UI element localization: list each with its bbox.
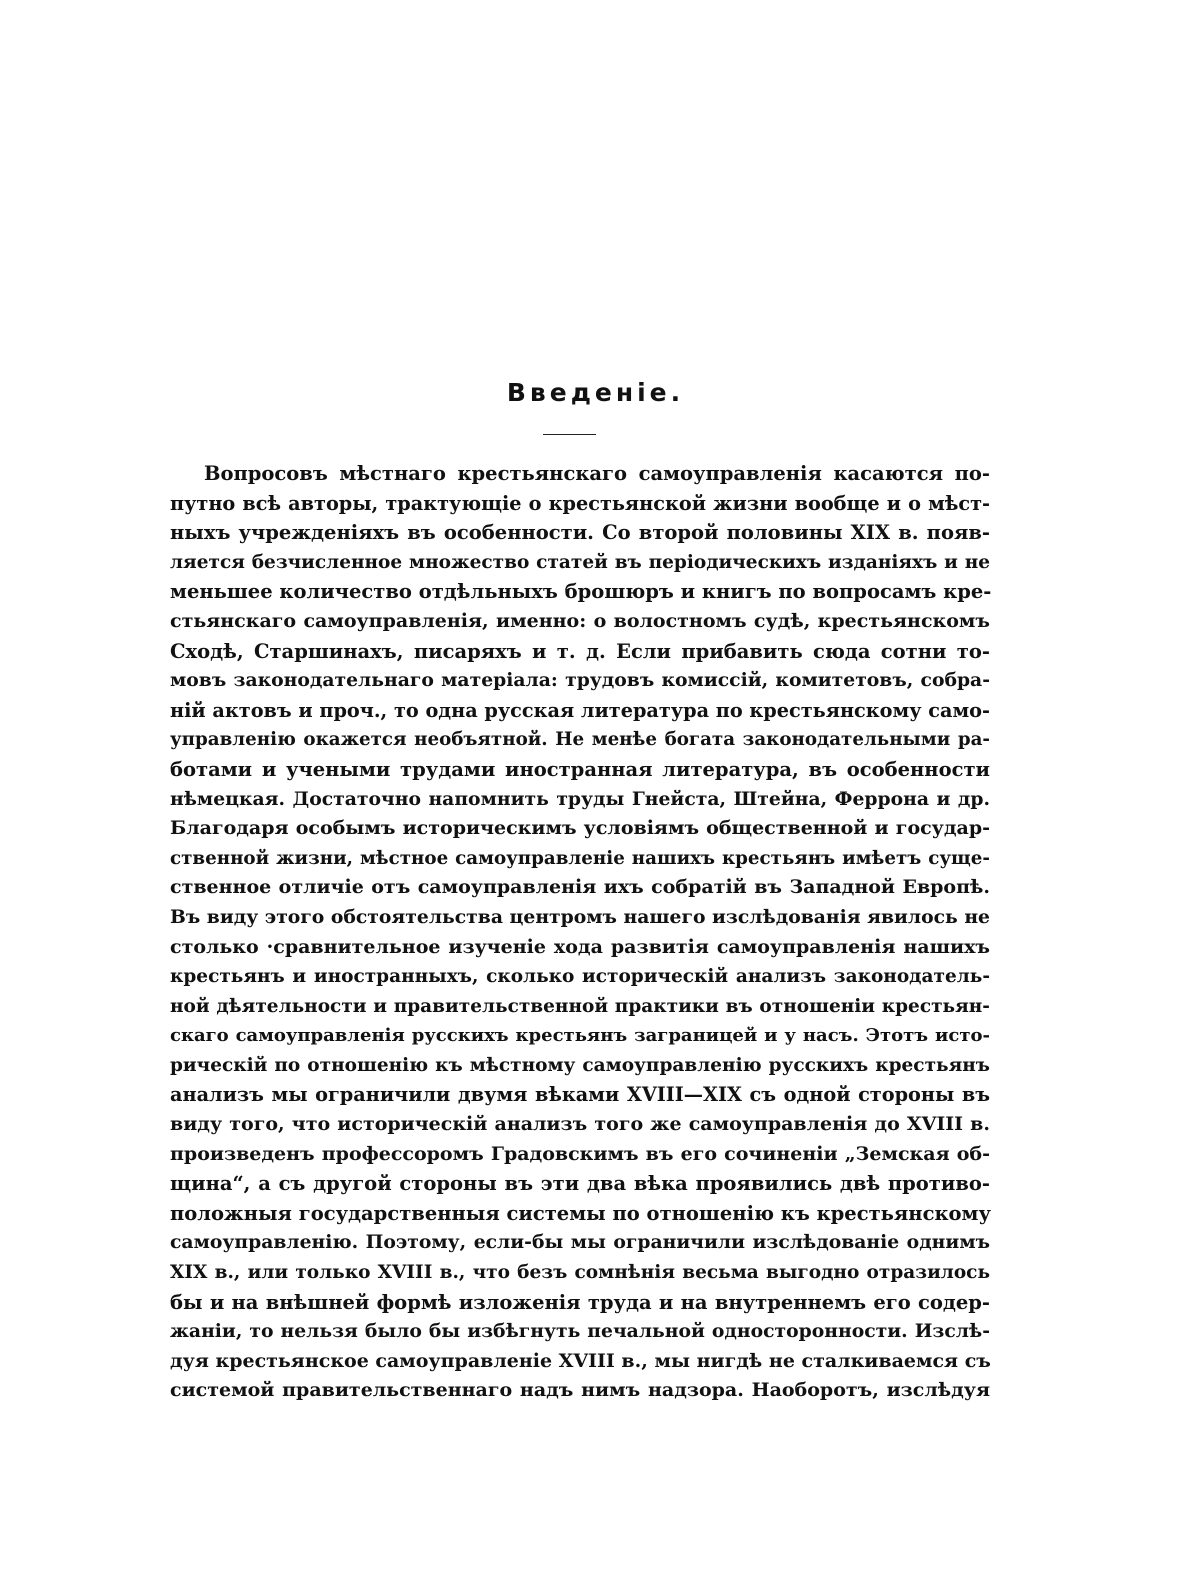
text-line: крестьянъ и иностранныхъ, сколько историческій анализъ законодатель- (170, 966, 990, 988)
text-line: мовъ законодательнаго матеріала: трудовъ комиссій, комитетовъ, собра- (170, 669, 990, 692)
text-line: меньшее количество отдѣльныхъ брошюръ и книгъ по вопросамъ кре- (170, 580, 992, 604)
text-line: анализъ мы ограничили двумя вѣками XVIII—XIX съ одной стороны въ (170, 1083, 990, 1107)
text-line: щина“, а съ другой стороны въ эти два вѣка проявились двѣ противо- (170, 1172, 990, 1196)
text-line: дуя крестьянское самоуправленіе XVIII в., мы нигдѣ не сталкиваемся съ (170, 1349, 991, 1372)
text-line: самоуправленію. Поэтому, если-бы мы ограничили изслѣдованіе однимъ (170, 1231, 990, 1254)
text-line: бы и на внѣшней формѣ изложенія труда и на внутреннемъ его содер- (170, 1290, 990, 1314)
text-line: рическій по отношенію къ мѣстному самоуправленію русскихъ крестьянъ (170, 1054, 990, 1076)
text-line: ботами и учеными трудами иностранная литература, въ особенности (170, 757, 990, 781)
text-line: Въ виду этого обстоятельства центромъ нашего изслѣдованія явилось не (170, 905, 990, 928)
text-line: положныя государственныя системы по отношенію къ крестьянскому (170, 1201, 991, 1225)
text-line: ной дѣятельности и правительственной практики въ отношеніи крестьян- (170, 995, 990, 1017)
text-line: скаго самоуправленія русскихъ крестьянъ заграницей и у насъ. Этотъ исто- (170, 1025, 990, 1047)
text-line: Сходѣ, Старшинахъ, писаряхъ и т. д. Если прибавить сюда сотни то- (170, 639, 990, 663)
text-line: ній актовъ и проч., то одна русская литература по крестьянскому само- (170, 698, 990, 722)
text-line: XIX в., или только XVIII в., что безъ сомнѣнія весьма выгодно отразилось (170, 1262, 990, 1284)
text-line: ляется безчисленное множество статей въ періодическихъ изданіяхъ и не (170, 551, 990, 573)
heading-divider (543, 434, 596, 435)
text-line: ственное отличіе отъ самоуправленія ихъ собратій въ Западной Европѣ. (170, 876, 990, 899)
body-paragraph (170, 459, 990, 1406)
text-line: путно всѣ авторы, трактующіе о крестьянской жизни вообще и о мѣст- (170, 491, 990, 515)
text-line: виду того, что историческій анализъ того же самоуправленія до XVIII в. (170, 1113, 990, 1136)
text-line: ственной жизни, мѣстное самоуправленіе нашихъ крестьянъ имѣетъ суще- (170, 847, 990, 869)
text-line: системой правительственнаго надъ нимъ надзора. Наоборотъ, изслѣдуя (170, 1379, 990, 1402)
text-line: жаніи, то нельзя было бы избѣгнуть печальной односторонности. Изслѣ- (170, 1320, 990, 1343)
text-line: управленію окажется необъятной. Не менѣе богата законодательными ра- (170, 729, 990, 751)
text-line: Благодаря особымъ историческимъ условіямъ общественной и государ- (170, 817, 990, 840)
text-line: стьянскаго самоуправленія, именно: о волостномъ судѣ, крестьянскомъ (170, 609, 990, 632)
text-line: Вопросовъ мѣстнаго крестьянскаго самоуправленія касаются по- (204, 462, 990, 485)
text-line: нѣмецкая. Достаточно напомнить труды Гнейста, Штейна, Феррона и др. (170, 787, 990, 810)
text-line: ныхъ учрежденіяхъ въ особенности. Со второй половины XIX в. появ- (170, 521, 990, 545)
text-line: произведенъ профессоромъ Градовскимъ въ его сочиненіи „Земская об- (170, 1142, 990, 1165)
chapter-heading: Введеніе. (506, 378, 685, 407)
text-line: столько ·сравнительное изученіе хода развитія самоуправленія нашихъ (170, 935, 990, 958)
